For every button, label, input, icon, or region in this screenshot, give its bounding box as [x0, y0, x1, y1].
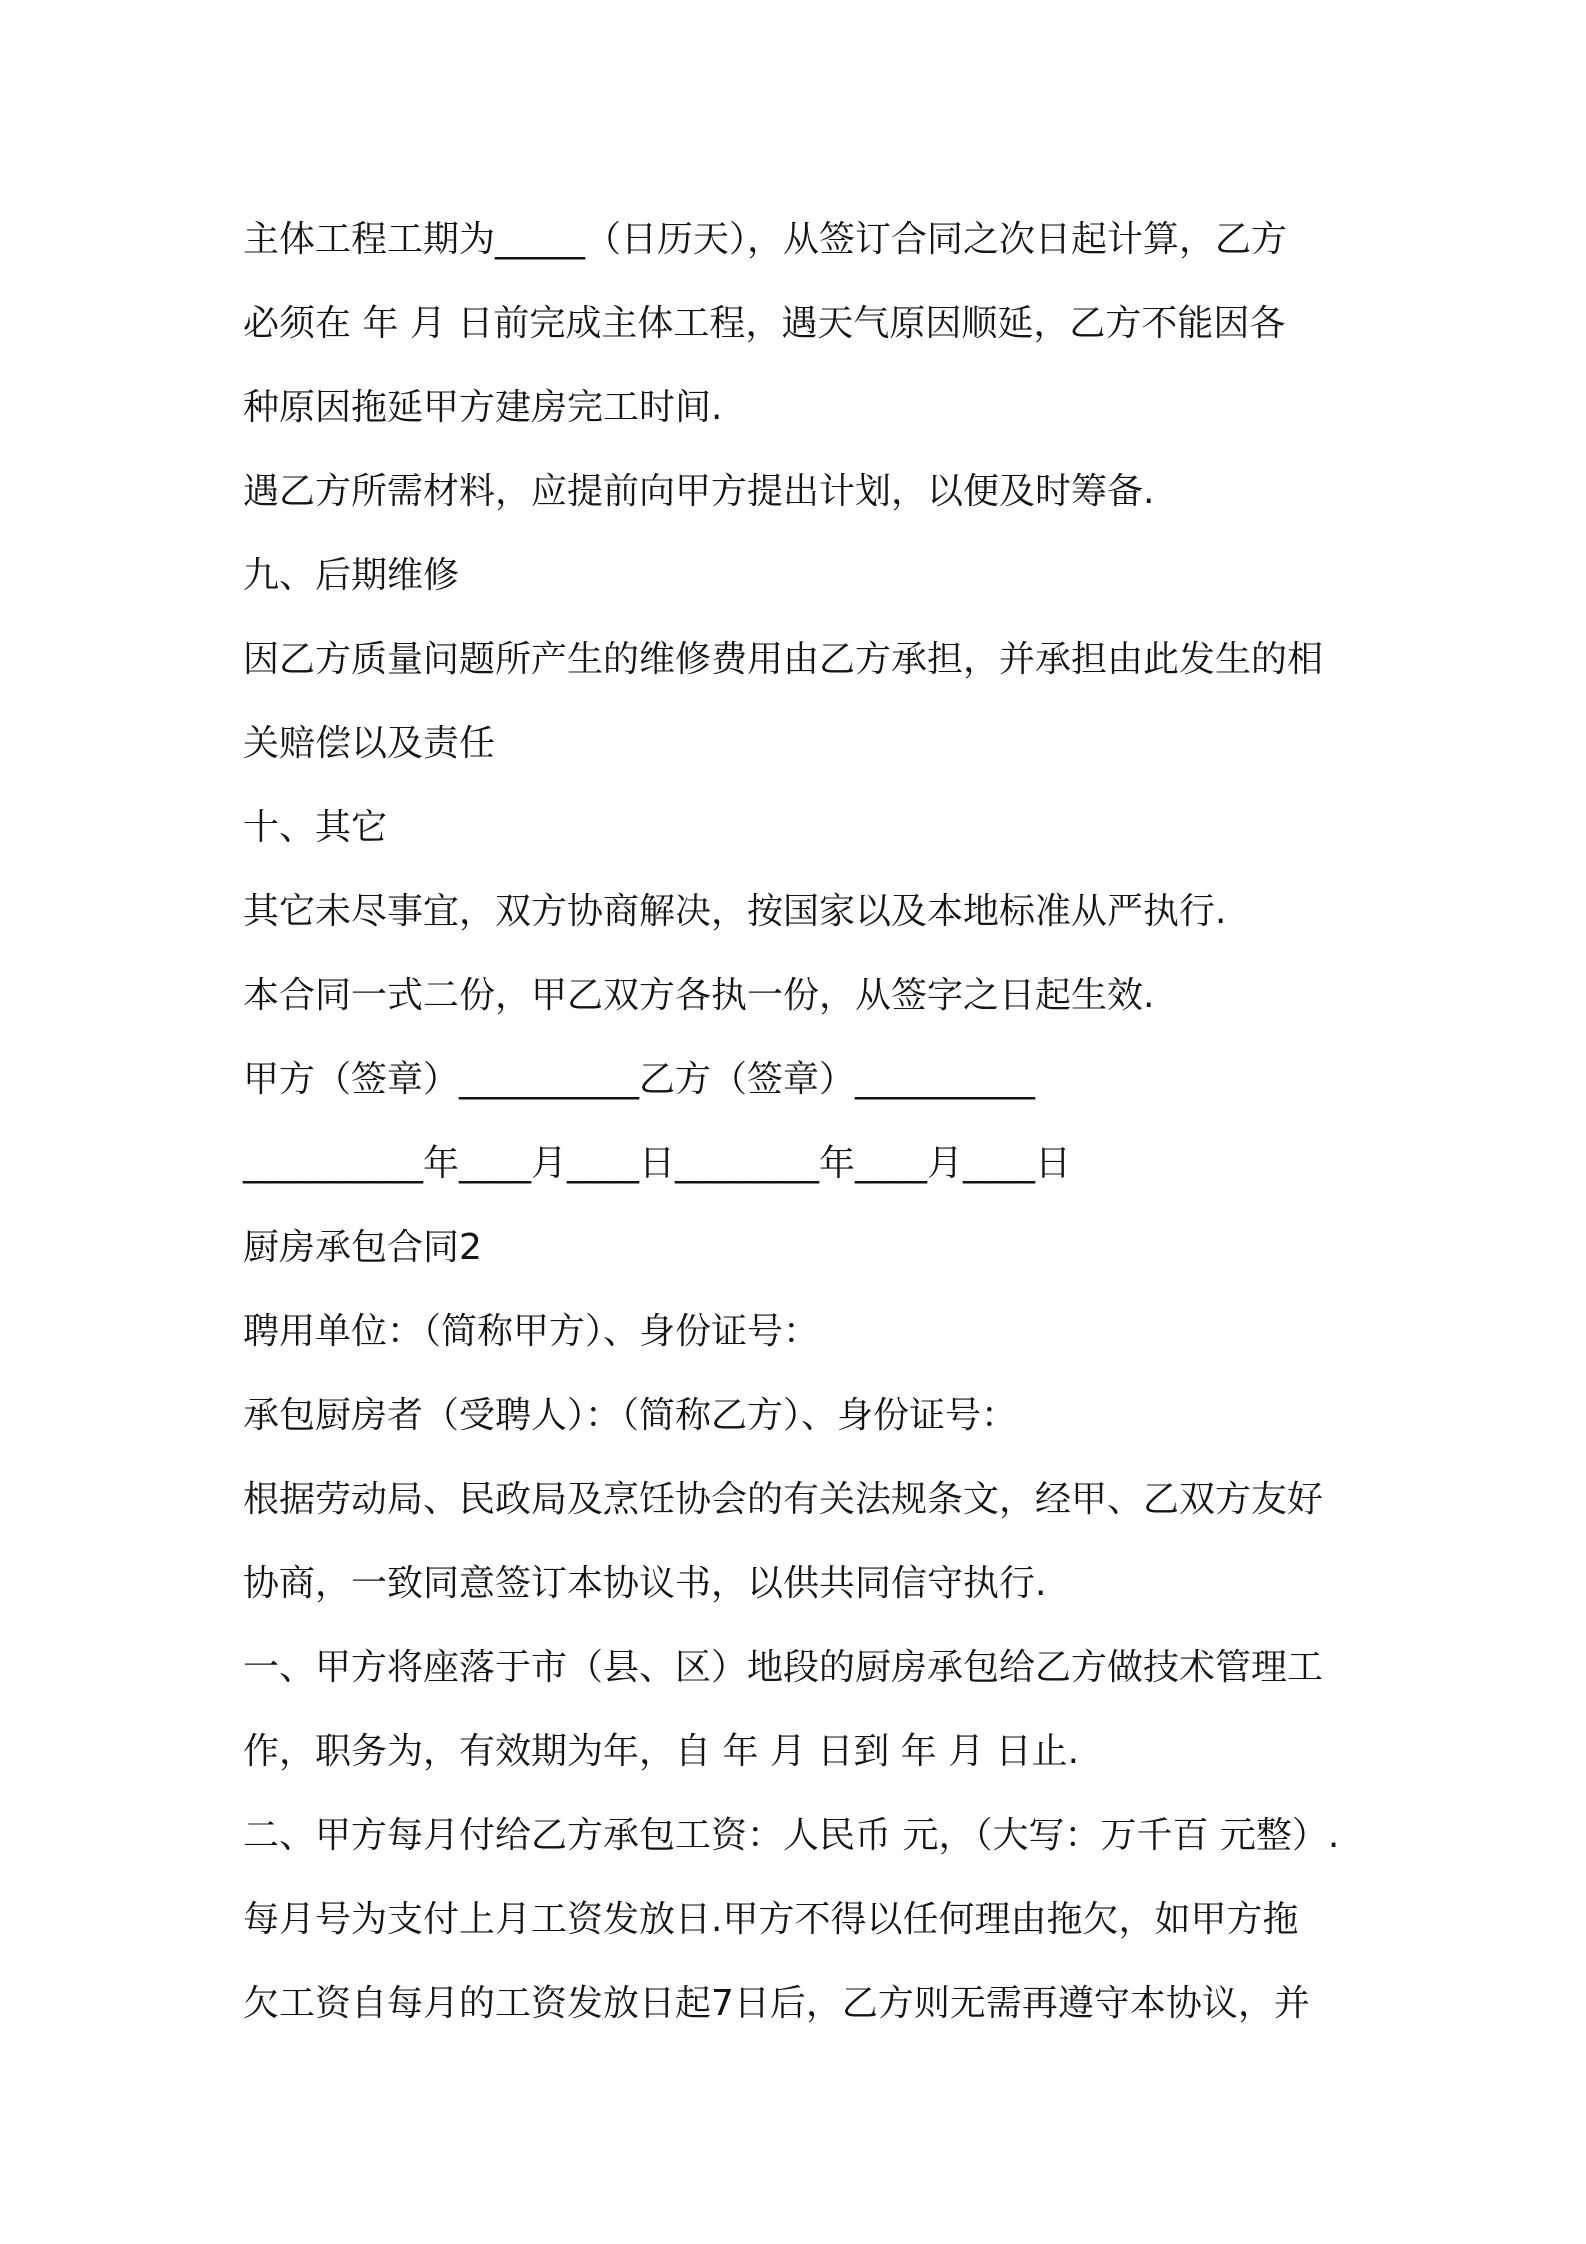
contract-title: 厨房承包合同2	[243, 1227, 482, 1268]
document-body	[243, 198, 1363, 2046]
text-line: 其它未尽事宜，双方协商解决，按国家以及本地标准从严执行.	[243, 891, 1227, 932]
section-heading: 十、其它	[243, 807, 388, 848]
text-line: 聘用单位：（简称甲方）、身份证号：	[243, 1311, 820, 1352]
text-line: 协商，一致同意签订本协议书，以供共同信守执行.	[243, 1563, 1047, 1604]
text-line: 遇乙方所需材料，应提前向甲方提出计划，以便及时筹备.	[243, 471, 1155, 512]
text-line: 作，职务为，有效期为年，自 年 月 日到 年 月 日止.	[243, 1731, 1080, 1772]
text-line: 种原因拖延甲方建房完工时间.	[243, 387, 723, 428]
section-heading: 九、后期维修	[243, 555, 460, 596]
text-line: 根据劳动局、民政局及烹饪协会的有关法规条文，经甲、乙双方友好	[243, 1479, 1324, 1520]
text-line: 欠工资自每月的工资发放日起7日后，乙方则无需再遵守本协议，并	[243, 1983, 1310, 2024]
text-line: 本合同一式二份，甲乙双方各执一份，从签字之日起生效.	[243, 975, 1155, 1016]
text-line: 承包厨房者（受聘人）：（简称乙方）、身份证号：	[243, 1395, 1018, 1436]
text-line: 每月号为支付上月工资发放日.甲方不得以任何理由拖欠，如甲方拖	[243, 1899, 1299, 1940]
text-line: 必须在 年 月 日前完成主体工程，遇天气原因顺延，乙方不能因各	[243, 303, 1286, 344]
text-line: 关赔偿以及责任	[243, 723, 496, 764]
date-line: __________年____月____日________年____月____日	[243, 1143, 1071, 1184]
text-line: 因乙方质量问题所产生的维修费用由乙方承担，并承担由此发生的相	[243, 639, 1324, 680]
text-line: 主体工程工期为_____（日历天），从签订合同之次日起计算，乙方	[243, 219, 1288, 260]
signature-line: 甲方（签章）__________乙方（签章）__________	[243, 1059, 1036, 1100]
text-line: 一、甲方将座落于市（县、区）地段的厨房承包给乙方做技术管理工	[243, 1647, 1324, 1688]
text-line: 二、甲方每月付给乙方承包工资：人民币 元，（大写：万千百 元整）.	[243, 1815, 1340, 1856]
